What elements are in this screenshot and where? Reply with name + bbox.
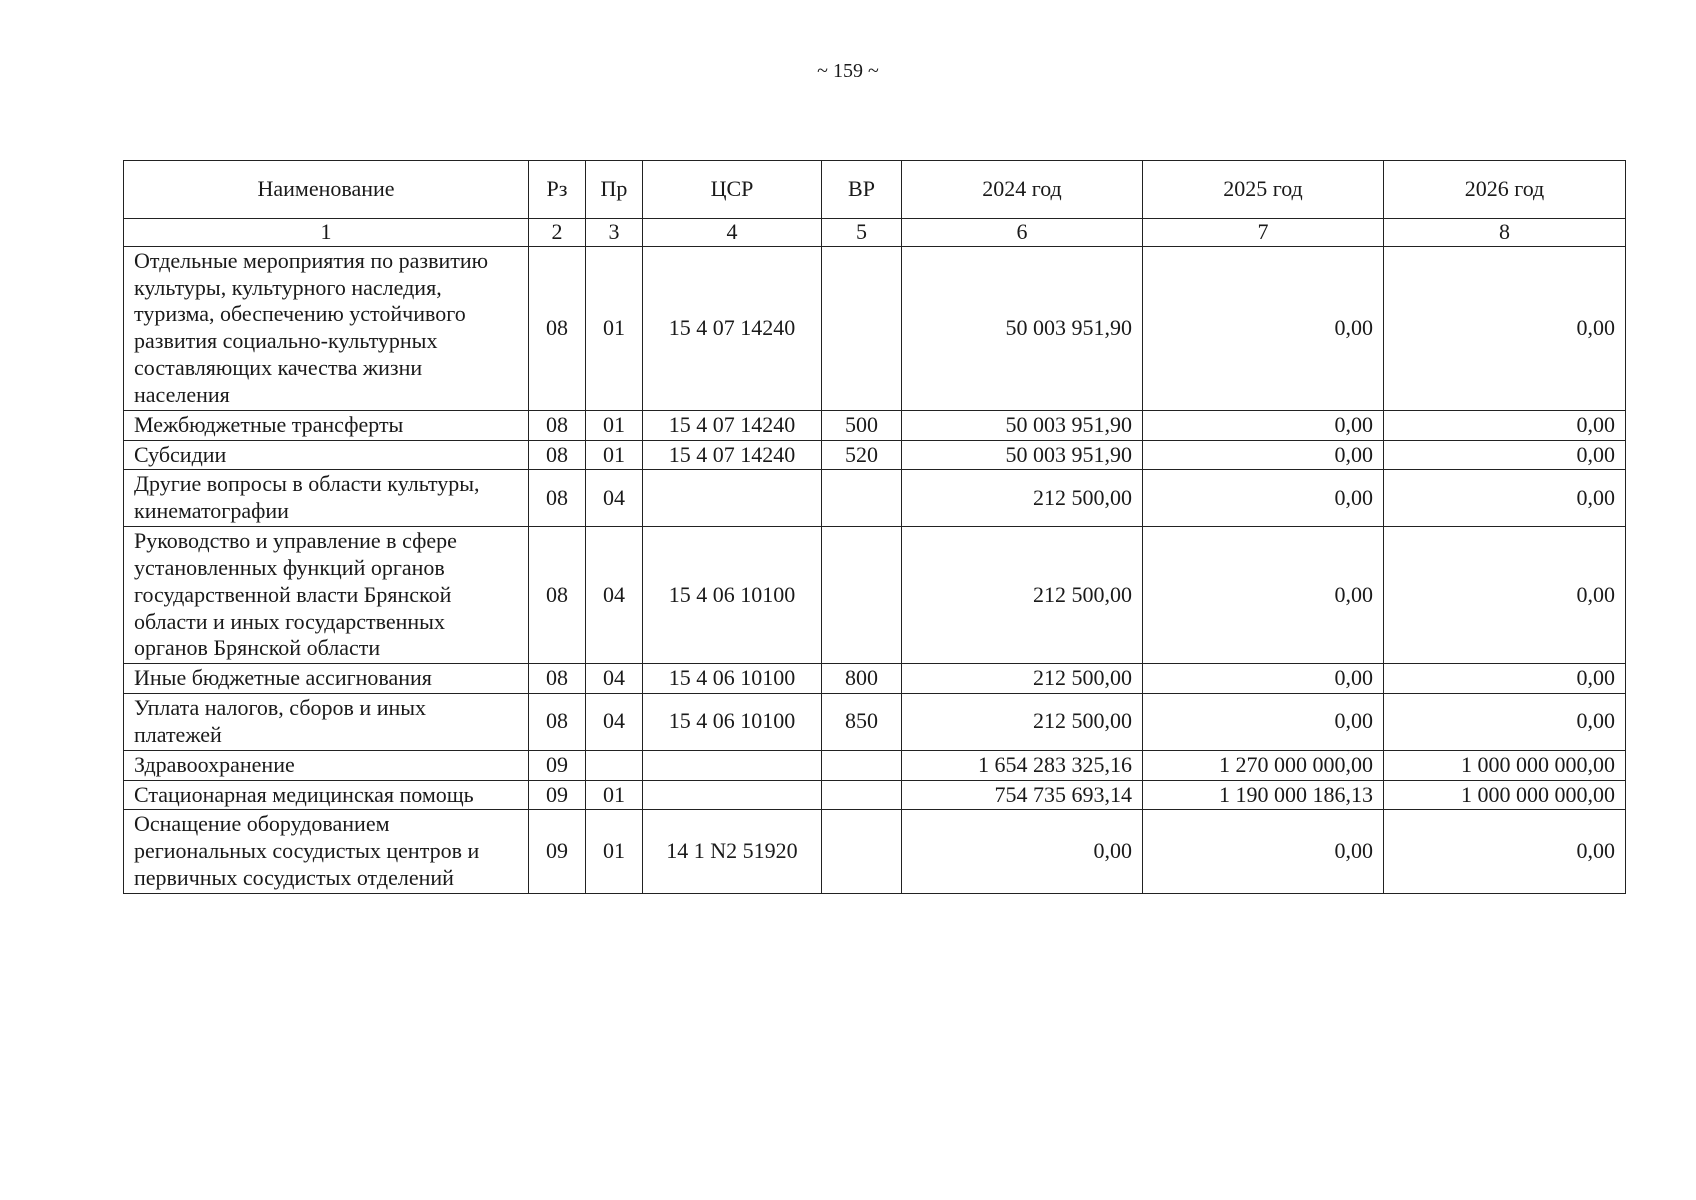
row-2024: 212 500,00 [902, 664, 1143, 694]
header-2026: 2026 год [1384, 161, 1626, 219]
row-rz: 08 [529, 440, 586, 470]
row-name: Другие вопросы в области культуры, кинематографии [124, 470, 529, 527]
row-pr: 04 [586, 664, 643, 694]
table-row [124, 810, 1626, 893]
row-csr: 15 4 06 10100 [643, 694, 822, 751]
column-number-row [124, 219, 1626, 247]
row-vr: 800 [822, 664, 902, 694]
table-row [124, 780, 1626, 810]
row-2024: 50 003 951,90 [902, 246, 1143, 410]
column-number: 2 [529, 219, 586, 247]
row-csr: 15 4 07 14240 [643, 246, 822, 410]
column-number: 1 [124, 219, 529, 247]
row-2025: 1 190 000 186,13 [1143, 780, 1384, 810]
column-number: 3 [586, 219, 643, 247]
header-2025: 2025 год [1143, 161, 1384, 219]
table-row [124, 440, 1626, 470]
row-csr [643, 470, 822, 527]
row-rz: 08 [529, 664, 586, 694]
row-vr [822, 750, 902, 780]
row-pr [586, 750, 643, 780]
table-row [124, 694, 1626, 751]
column-number: 8 [1384, 219, 1626, 247]
row-vr [822, 780, 902, 810]
column-number: 7 [1143, 219, 1384, 247]
row-2025: 1 270 000 000,00 [1143, 750, 1384, 780]
row-2026: 0,00 [1384, 810, 1626, 893]
row-csr: 14 1 N2 51920 [643, 810, 822, 893]
row-name: Здравоохранение [124, 750, 529, 780]
row-vr [822, 810, 902, 893]
row-vr: 520 [822, 440, 902, 470]
column-number: 5 [822, 219, 902, 247]
table-row [124, 750, 1626, 780]
row-vr [822, 470, 902, 527]
row-2024: 50 003 951,90 [902, 440, 1143, 470]
row-csr [643, 750, 822, 780]
row-csr: 15 4 07 14240 [643, 440, 822, 470]
row-2026: 0,00 [1384, 527, 1626, 664]
row-2024: 0,00 [902, 810, 1143, 893]
row-2026: 0,00 [1384, 440, 1626, 470]
header-name: Наименование [124, 161, 529, 219]
row-rz: 08 [529, 410, 586, 440]
row-2024: 50 003 951,90 [902, 410, 1143, 440]
row-pr: 01 [586, 810, 643, 893]
column-number: 6 [902, 219, 1143, 247]
row-pr: 04 [586, 470, 643, 527]
header-row [124, 161, 1626, 219]
row-name: Стационарная медицинская помощь [124, 780, 529, 810]
row-2026: 0,00 [1384, 664, 1626, 694]
row-pr: 04 [586, 527, 643, 664]
row-rz: 08 [529, 694, 586, 751]
row-2026: 0,00 [1384, 410, 1626, 440]
row-2024: 212 500,00 [902, 694, 1143, 751]
row-2026: 1 000 000 000,00 [1384, 750, 1626, 780]
row-csr [643, 780, 822, 810]
row-2026: 0,00 [1384, 246, 1626, 410]
row-rz: 09 [529, 810, 586, 893]
row-name: Руководство и управление в сфере установленных функций органов государственной власти Брянской области и иных государственных органов Брянской области [124, 527, 529, 664]
row-pr: 01 [586, 246, 643, 410]
row-2025: 0,00 [1143, 694, 1384, 751]
row-vr [822, 527, 902, 664]
row-pr: 04 [586, 694, 643, 751]
row-2026: 0,00 [1384, 694, 1626, 751]
table-row [124, 664, 1626, 694]
table-row [124, 527, 1626, 664]
row-rz: 08 [529, 527, 586, 664]
row-name: Иные бюджетные ассигнования [124, 664, 529, 694]
row-2025: 0,00 [1143, 440, 1384, 470]
row-vr: 500 [822, 410, 902, 440]
header-vr: ВР [822, 161, 902, 219]
page-number: ~ 159 ~ [817, 60, 879, 82]
row-rz: 08 [529, 470, 586, 527]
header-2024: 2024 год [902, 161, 1143, 219]
row-rz: 08 [529, 246, 586, 410]
row-2025: 0,00 [1143, 410, 1384, 440]
row-name: Субсидии [124, 440, 529, 470]
row-csr: 15 4 06 10100 [643, 527, 822, 664]
row-2025: 0,00 [1143, 470, 1384, 527]
row-vr: 850 [822, 694, 902, 751]
row-pr: 01 [586, 410, 643, 440]
table-row [124, 246, 1626, 410]
row-name: Оснащение оборудованием региональных сосудистых центров и первичных сосудистых отделений [124, 810, 529, 893]
row-2024: 212 500,00 [902, 470, 1143, 527]
header-pr: Пр [586, 161, 643, 219]
row-csr: 15 4 06 10100 [643, 664, 822, 694]
row-rz: 09 [529, 780, 586, 810]
budget-table [123, 160, 1626, 894]
row-csr: 15 4 07 14240 [643, 410, 822, 440]
row-2025: 0,00 [1143, 810, 1384, 893]
header-rz: Рз [529, 161, 586, 219]
row-rz: 09 [529, 750, 586, 780]
row-2025: 0,00 [1143, 246, 1384, 410]
row-name: Уплата налогов, сборов и иных платежей [124, 694, 529, 751]
row-pr: 01 [586, 440, 643, 470]
row-2024: 212 500,00 [902, 527, 1143, 664]
table-row [124, 410, 1626, 440]
row-name: Межбюджетные трансферты [124, 410, 529, 440]
row-2025: 0,00 [1143, 664, 1384, 694]
row-2024: 754 735 693,14 [902, 780, 1143, 810]
table-row [124, 470, 1626, 527]
row-vr [822, 246, 902, 410]
header-csr: ЦСР [643, 161, 822, 219]
row-2024: 1 654 283 325,16 [902, 750, 1143, 780]
row-pr: 01 [586, 780, 643, 810]
column-number: 4 [643, 219, 822, 247]
row-2026: 1 000 000 000,00 [1384, 780, 1626, 810]
row-2025: 0,00 [1143, 527, 1384, 664]
row-2026: 0,00 [1384, 470, 1626, 527]
row-name: Отдельные мероприятия по развитию культуры, культурного наследия, туризма, обеспечению устойчивого развития социально-культурных составляющих качества жизни населения [124, 246, 529, 410]
